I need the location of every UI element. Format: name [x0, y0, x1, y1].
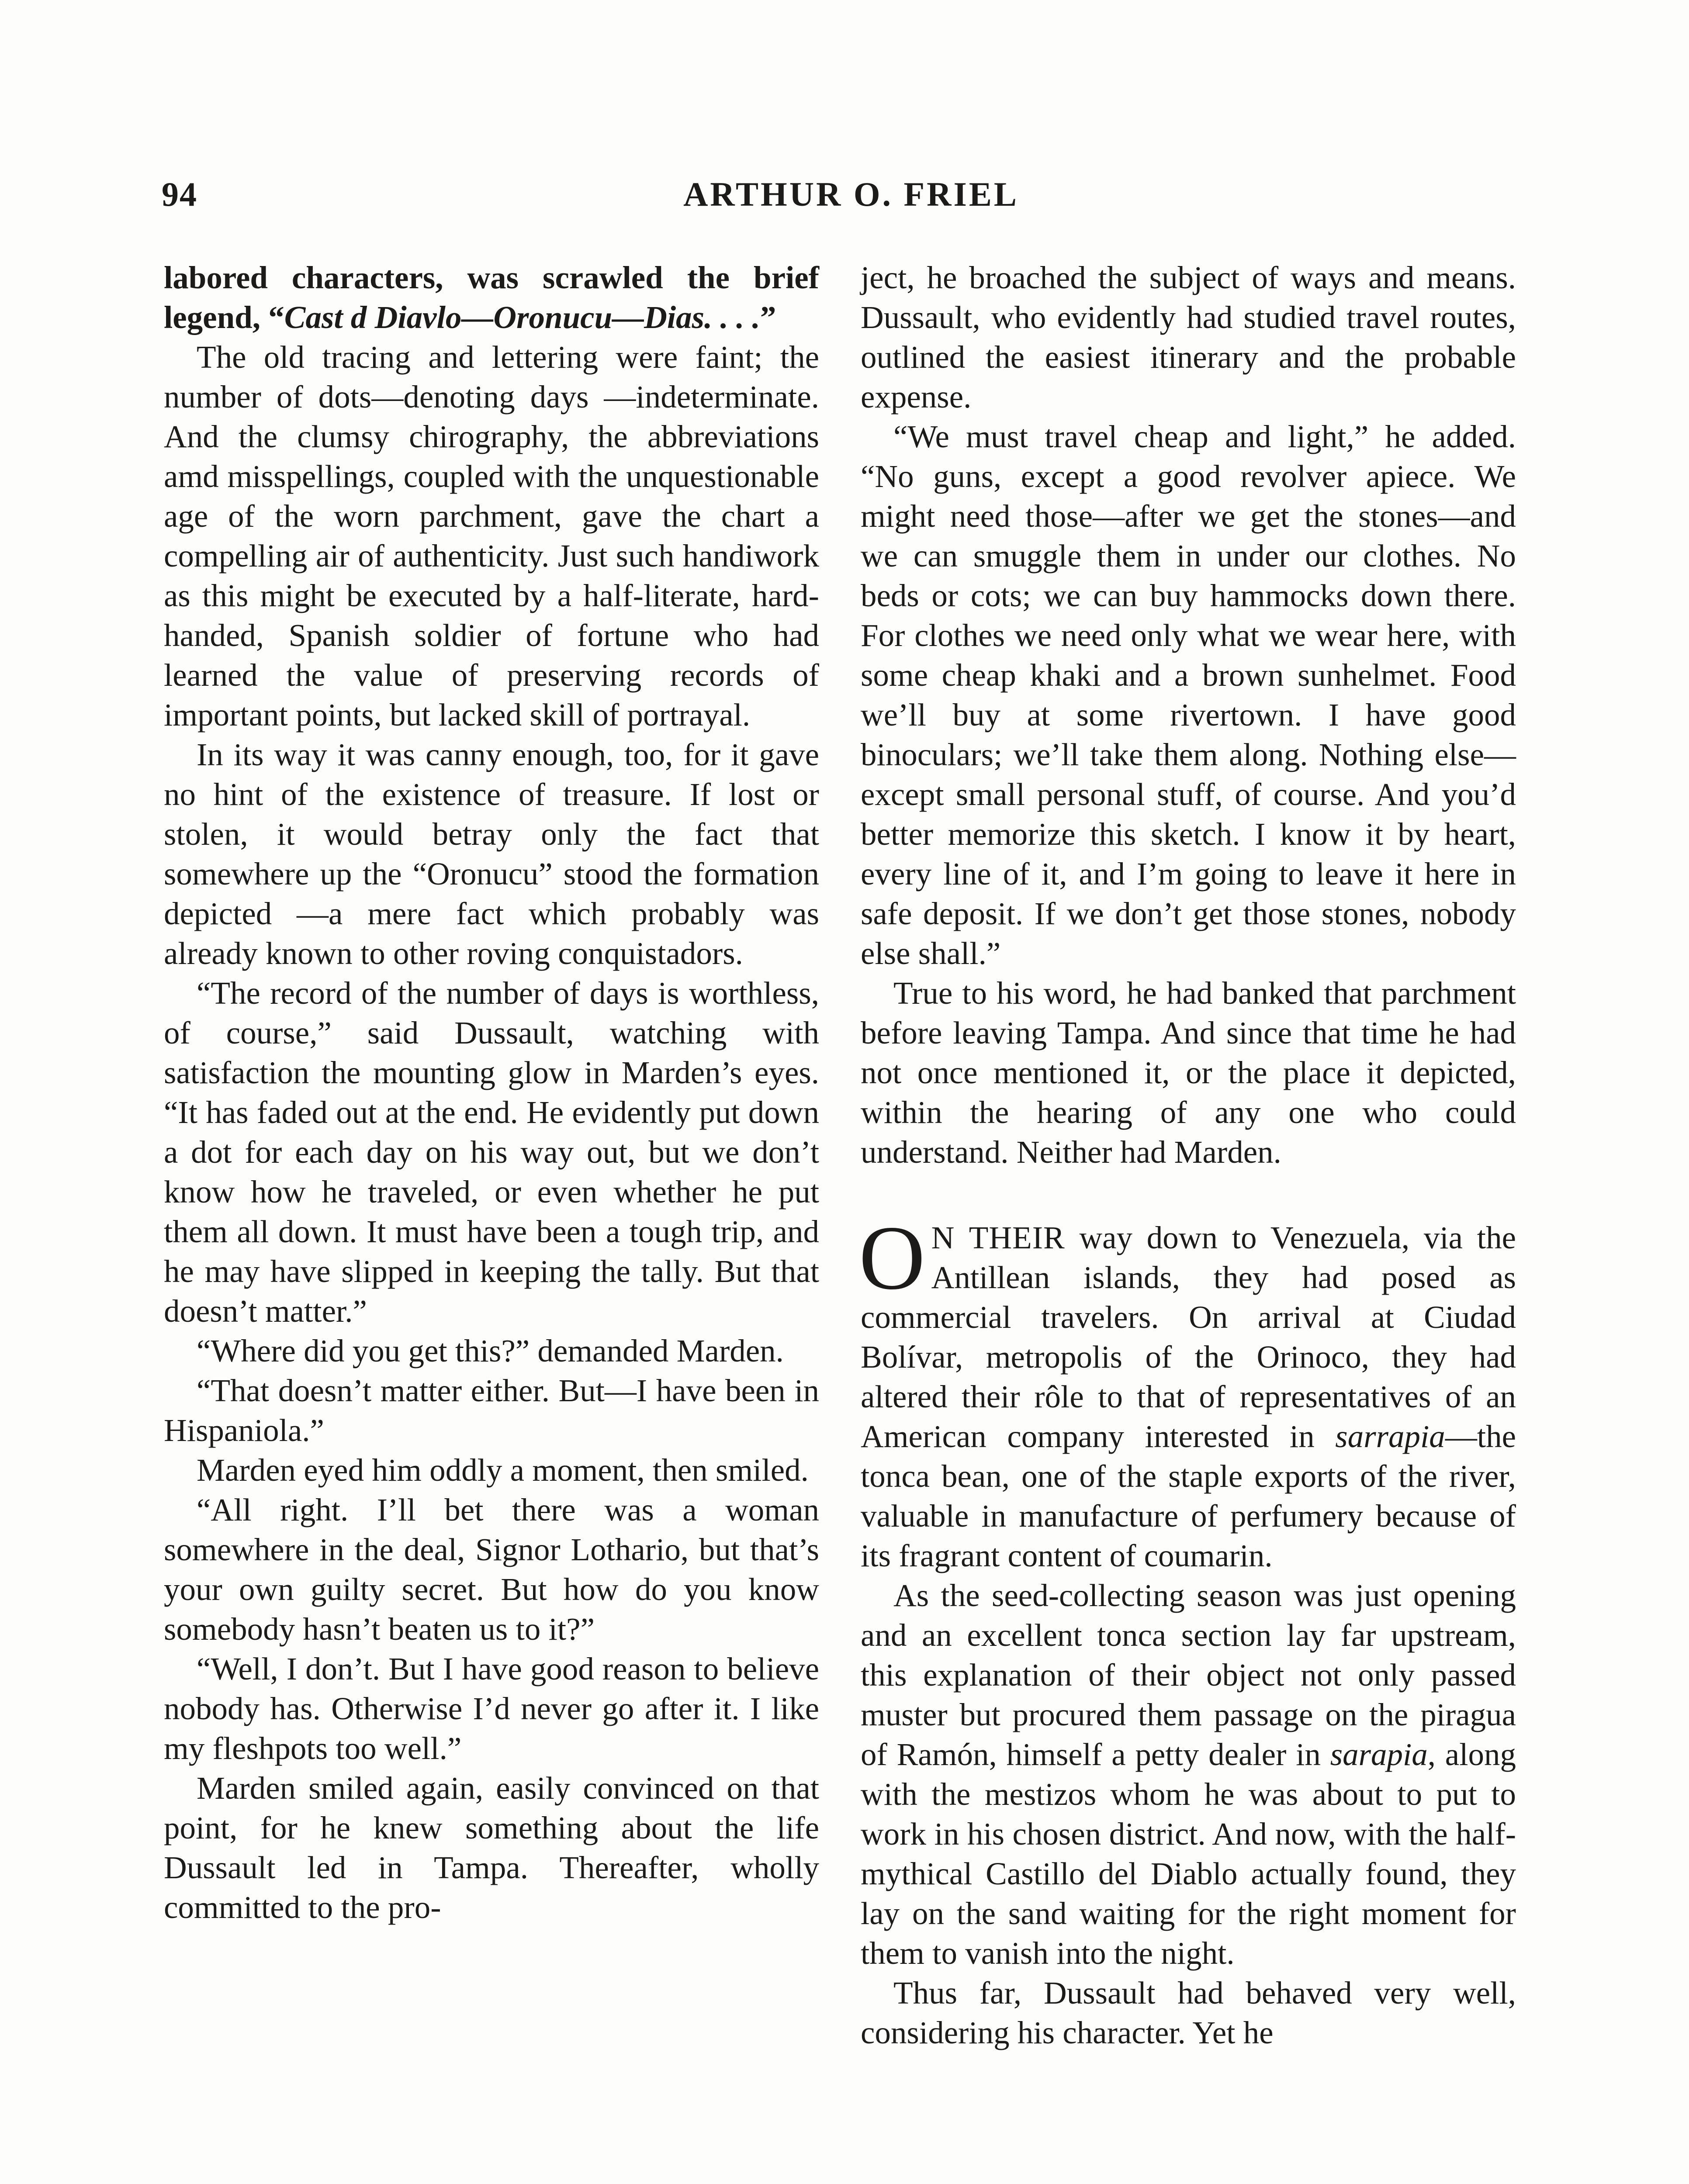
- paragraph: “Where did you get this?” demanded Marden.: [197, 1333, 784, 1368]
- right-column: [861, 258, 1516, 2053]
- drop-cap: O: [859, 1207, 925, 1309]
- text-run: As the seed-collecting season was just opening and an excellent tonca section lay far upstream, this explanation of their object not only passed muster but procured them passage on the piragua of Ramón, himself a petty dealer in: [861, 1578, 1516, 1772]
- paragraph: True to his word, he had banked that parchment before leaving Tampa. And since that time he had not once mentioned it, or the place it depicted, within the hearing of any one who could understand. Neither had Marden.: [861, 975, 1516, 1170]
- italic-term: sarapia: [1330, 1737, 1428, 1772]
- paragraph: “We must travel cheap and light,” he added. “No guns, except a good revolver apiece. We might need those—after we get the stones—and we can smuggle them in under our clothes. No beds or cots; we can buy hammocks down there. For clothes we need only what we wear here, with some cheap khaki and a brown sunhelmet. Food we’ll buy at some rivertown. I have good binoculars; we’ll take them along. Nothing else—except small personal stuff, of course. And you’d better memorize this sketch. I know it by heart, every line of it, and I’m going to leave it here in safe deposit. If we don’t get those stones, nobody else shall.”: [861, 419, 1516, 971]
- paragraph: Marden eyed him oddly a moment, then smiled.: [197, 1452, 809, 1488]
- italic-legend: Cast d Diavlo—Oronucu—Dias. . . .: [284, 300, 760, 335]
- text-run: way down to Venezuela, via the Antillean islands, they had posed as commercial travelers. On arrival at Ciudad Bolívar, metropolis of the Orinoco, they had altered their rôle to that of representatives of an American company interested in: [861, 1220, 1516, 1454]
- paragraph: Marden smiled again, easily convinced on that point, for he knew something about the life Dussault led in Tampa. Thereafter, wholly committed to the pro-: [164, 1770, 819, 1925]
- paragraph: [861, 1576, 1516, 1973]
- page-number: 94: [162, 175, 197, 213]
- paragraph: “Well, I don’t. But I have good reason to believe nobody has. Otherwise I’d never go after it. I like my fleshpots too well.”: [164, 1651, 819, 1766]
- section-opening-paragraph: [859, 1207, 1516, 1576]
- paragraph: Thus far, Dussault had behaved very well, considering his character. Yet he: [861, 1975, 1516, 2050]
- paragraph: “The record of the number of days is worthless, of course,” said Dussault, watching with satisfaction the mounting glow in Marden’s eyes. “It has faded out at the end. He evidently put down a dot for each day on his way out, but we don’t know how he traveled, or even whether he put them all down. It must have been a tough trip, and he may have slipped in keeping the tally. But that doesn’t matter.”: [164, 975, 819, 1329]
- paragraph: “All right. I’ll bet there was a woman somewhere in the deal, Signor Lothario, but that’s your own guilty secret. But how do you know somebody hasn’t beaten us to it?”: [164, 1492, 819, 1647]
- paragraph: “That doesn’t matter either. But—I have been in Hispaniola.”: [164, 1373, 819, 1448]
- paragraph: ject, he broached the subject of ways and means. Dussault, who evidently had studied travel routes, outlined the easiest itinerary and the probable expense.: [861, 260, 1516, 415]
- text-run: ”: [760, 300, 776, 335]
- running-head: ARTHUR O. FRIEL: [683, 175, 1019, 213]
- paragraph: [164, 258, 819, 337]
- paragraph: In its way it was canny enough, too, for it gave no hint of the existence of treasure. If lost or stolen, it would betray only the fact that somewhere up the “Oronucu” stood the formation depicted —a mere fact which probably was already known to other roving conquistadors.: [164, 737, 819, 971]
- small-caps-lead: N THEIR: [931, 1220, 1065, 1255]
- left-column: [164, 258, 819, 1927]
- text-run: , along with the mestizos whom he was about to put to work in his chosen district. And now, with the half-mythical Castillo del Diablo actually found, they lay on the sand waiting for the right moment for them to vanish into the night.: [861, 1737, 1516, 1971]
- paragraph: The old tracing and lettering were faint; the number of dots—denoting days —indeterminate. And the clumsy chirography, the abbreviations amd misspellings, coupled with the unquestionable age of the worn parchment, gave the chart a compelling air of authenticity. Just such handiwork as this might be executed by a half-literate, hard-handed, Spanish soldier of fortune who had learned the value of preserving records of important points, but lacked skill of portrayal.: [164, 339, 819, 733]
- text-run: —the tonca bean, one of the staple exports of the river, valuable in manufacture of perfumery because of its fragrant content of coumarin.: [861, 1419, 1516, 1573]
- text-run: labored characters, was scrawled the brief legend, “: [164, 260, 819, 335]
- italic-term: sarrapia: [1335, 1419, 1445, 1454]
